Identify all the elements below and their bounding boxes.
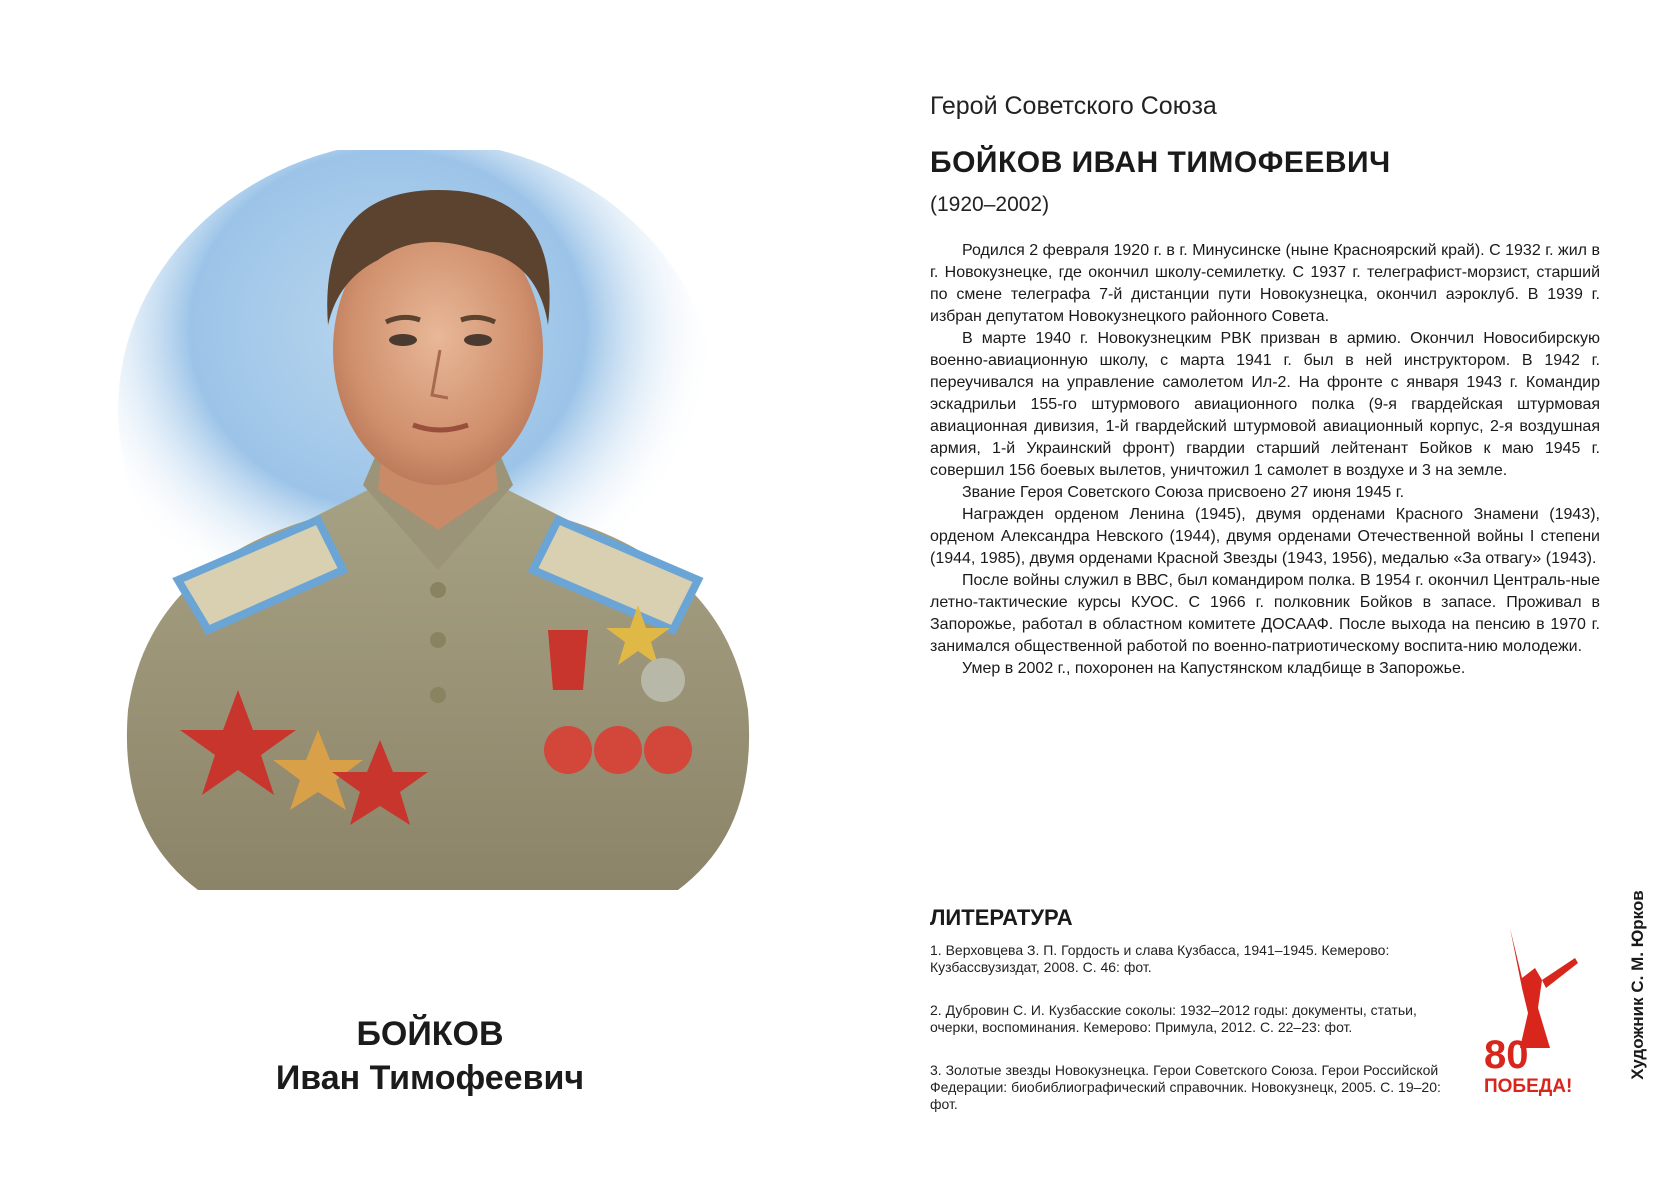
literature-item: 2. Дубровин С. И. Кузбасские соколы: 1932–2012 годы: документы, статьи, очерки, воспоминания. Кемерово: Примула, 2012. С. 22–23: фот.	[930, 1002, 1417, 1035]
bio-paragraph: Родился 2 февраля 1920 г. в г. Минусинске (ныне Красноярский край). С 1932 г. жил в г. Новокузнецке, где окончил школу-семилетку. С 1937 г. телеграфист-морзист, старший по смене телеграфа 7-й дистанции пути Новокузнецка, окончил аэроклуб. В 1939 г. избран депутатом Новокузнецкого районного Совета.	[930, 242, 1600, 325]
hero-kicker: Герой Советского Союза	[930, 92, 1217, 120]
biography-text	[930, 240, 1600, 680]
bio-paragraph: Звание Героя Советского Союза присвоено 27 июня 1945 г.	[962, 484, 1405, 501]
literature-list	[930, 942, 1450, 1139]
literature-heading: ЛИТЕРАТУРА	[930, 905, 1073, 930]
portrait-illustration	[118, 150, 758, 910]
life-years: (1920–2002)	[930, 193, 1050, 216]
hero-name-title: БОЙКОВ ИВАН ТИМОФЕЕВИЧ	[930, 146, 1391, 179]
bio-paragraph: После войны служил в ВВС, был командиром полка. В 1954 г. окончил Централь-ные летно-тактические курсы КУОС. С 1966 г. полковник Бойков в запасе. Проживал в Запорожье, работал в областном комитете ДОСААФ. После выхода на пенсию в 1970 г. занимался общественной работой по военно-патриотическому воспита-нию молодежи.	[930, 572, 1600, 655]
logo-word: ПОБЕДА!	[1484, 1076, 1573, 1097]
bio-paragraph: Награжден орденом Ленина (1945), двумя орденами Красного Знамени (1943), орденом Александра Невского (1944), двумя орденами Отечественной войны I степени (1944, 1985), двумя орденами Красной Звезды (1943, 1956), медалью «За отвагу» (1943).	[930, 506, 1600, 567]
caption-given-names: Иван Тимофеевич	[275, 1059, 585, 1097]
victory-80-logo	[1480, 918, 1590, 1098]
literature-item: 1. Верховцева З. П. Гордость и слава Кузбасса, 1941–1945. Кемерово: Кузбассвузиздат, 2008. С. 46: фот.	[930, 942, 1390, 975]
portrait-caption	[170, 1012, 690, 1100]
logo-number: 80	[1484, 1033, 1529, 1077]
literature-item: 3. Золотые звезды Новокузнецка. Герои Советского Союза. Герои Российской Федерации: биобиблиографический справочник. Новокузнецк, 2005. С. 19–20: фот.	[930, 1062, 1441, 1112]
bio-paragraph: Умер в 2002 г., похоронен на Капустянском кладбище в Запорожье.	[962, 660, 1466, 677]
caption-surname: БОЙКОВ	[356, 1015, 504, 1053]
artist-credit-text: Художник С. М. Юрков	[1628, 890, 1647, 1080]
bio-paragraph: В марте 1940 г. Новокузнецким РВК призван в армию. Окончил Новосибирскую военно-авиационную школу, с марта 1941 г. был в ней инструктором. В 1942 г. переучивался на управление самолетом Ил-2. На фронте с января 1943 г. Командир эскадрильи 155-го штурмового авиационного полка (9-я гвардейская штурмовая авиационная дивизия, 1-й гвардейский штурмовой авиационный корпус, 2-я воздушная армия, 1-й Украинский фронт) гвардии старший лейтенант Бойков к маю 1945 г. совершил 156 боевых вылетов, уничтожил 1 самолет в воздухе и 3 на земле.	[930, 330, 1600, 479]
artist-credit	[1618, 870, 1658, 1100]
